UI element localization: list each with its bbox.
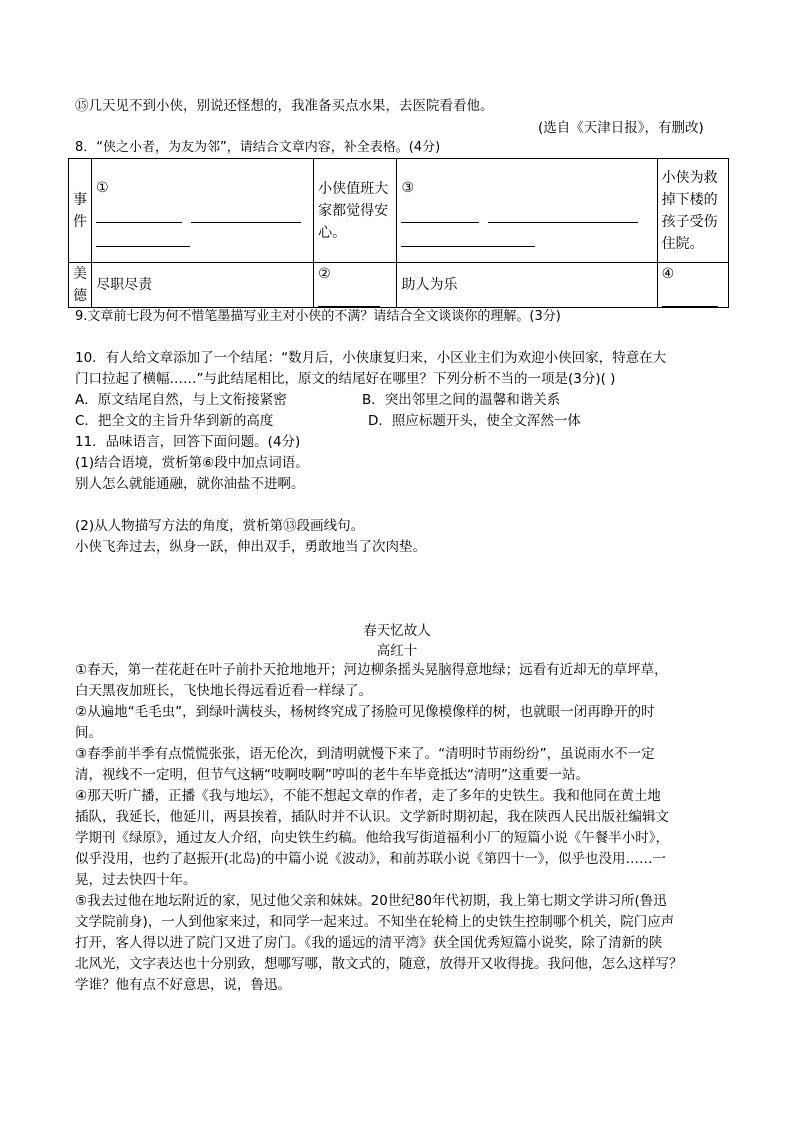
text-line: 学期刊《绿原》，通过友人介绍，向史铁生约稿。他给我写街道福利小厂的短篇小说《午餐半小时》， [75,830,669,846]
question-9: 9.文章前七段为何不惜笔墨描写业主对小侠的不满？请结合全文谈谈你的理解。(3分) [75,309,561,324]
article-author: 高红十 [376,643,418,659]
text-line: ④那天听广播，正播《我与地坛》，不能不想起文章的作者，走了多年的史铁生。我和他同在黄土地 [75,788,661,804]
article-title: 春天忆故人 [363,623,431,639]
text-line: 白天黑夜加班长，飞快地长得远看近看一样绿了。 [75,683,372,699]
answer-blank-3b[interactable] [488,206,638,223]
mark-1: ① [96,180,109,196]
mark-2: ② [318,266,331,282]
text-line: ③春季前半季有点慌慌张张，语无伦次，到清明就慢下来了。“清明时节雨纷纷”，虽说雨水不一定 [75,746,655,762]
article-paragraph-5 [75,891,735,996]
cell-event-3 [397,159,657,263]
text-line: 晃，过去快四十年。 [75,872,197,888]
answer-blank-1b[interactable] [191,206,301,223]
question-11-prompt: 11．品味语言，回答下面问题。(4分) [75,434,301,450]
cell-virtue-4 [657,263,728,308]
option-d: D．照应标题开头，使全文浑然一体 [368,413,581,429]
mark-4: ④ [661,266,675,282]
cell-virtue-1: 尽职尽责 [92,263,314,308]
article-paragraph-3 [75,744,735,786]
question-11-sub-2: (2)从人物描写方法的角度，赏析第⑬段画线句。 [75,518,365,534]
question-10-line-2: 门口拉起了横幅……”与此结尾相比，原文的结尾好在哪里？下列分析不当的一项是(3分)( ) [75,371,616,387]
article-paragraph-2 [75,702,735,744]
text-line: 学谁？他有点不好意思，说，鲁迅。 [75,977,291,993]
text-line: ⑤我去过他在地坛附近的家，见过他父亲和妹妹。20世纪80年代初期，我上第七期文学讲习所(鲁迅 [75,893,667,909]
answer-blank-4[interactable] [662,290,718,307]
cell-event-4: 小侠为救掉下楼的孩子受伤住院。 [657,159,728,263]
cell-event-2: 小侠值班大家都觉得安心。 [314,159,397,263]
paragraph-15: ⑮几天见不到小侠，别说还怪想的，我准备买点水果，去医院看看他。 [75,98,494,114]
question-10-line-1: 10．有人给文章添加了一个结尾：“数月后，小侠康复归来，小区业主们为欢迎小侠回家，特意在大 [75,350,667,366]
source-citation: (选自《天津日报》，有删改) [538,120,704,136]
text-line: ②从遍地“毛毛虫”，到绿叶满枝头，杨树终究成了扬脸可见像模像样的树，也就眼一闭再睁开的时 [75,704,655,720]
cell-virtue-2 [314,263,397,308]
text-line: 插队，我延长，他延川，两县挨着，插队时并不认识。文学新时期初起，我在陕西人民出版社编辑文 [75,809,669,825]
question-11-sub-1: (1)结合语境，赏析第⑥段中加点词语。 [75,455,309,471]
option-c: C．把全文的主旨升华到新的高度 [75,413,274,429]
text-line: ①春天，第一茬花赶在叶子前扑天抢地地开；河边柳条摇头晃脑得意地绿；远看有近却无的草坪草， [75,662,668,678]
answer-blank-1a[interactable] [96,206,182,223]
mark-3: ③ [401,180,415,196]
answer-blank-3c[interactable] [401,230,535,247]
cell-virtue-3: 助人为乐 [397,263,657,308]
article-paragraph-1 [75,660,735,702]
option-a: A．原文结尾自然，与上文衔接紧密 [75,392,287,408]
article-paragraph-4 [75,786,735,891]
answer-blank-2[interactable] [318,290,380,307]
text-line: 似乎没用，也约了赵振开(北岛)的中篇小说《波动》，和前苏联小说《第四十一》，似乎也没用……一 [75,851,667,867]
option-b: B．突出邻里之间的温馨和谐关系 [362,392,561,408]
answer-blank-1c[interactable] [96,230,190,247]
row-header-events: 事件 [69,159,92,263]
answer-blank-3a[interactable] [401,206,479,223]
text-line: 打开，客人得以进了院门又进了房门。《我的遥远的清平湾》获全国优秀短篇小说奖，除了清新的陕 [75,935,663,951]
cell-event-1 [92,159,314,263]
question-11-sub-2-text: 小侠飞奔过去，纵身一跃，伸出双手，勇敢地当了次肉垫。 [75,539,426,555]
text-line: 北风光，文字表达也十分别致，想哪写哪，散文式的，随意，放得开又收得拢。我问他，怎么这样写？ [75,956,683,972]
text-line: 间。 [75,725,102,741]
question-11-sub-1-text: 别人怎么就能通融，就你油盐不进啊。 [75,476,305,492]
text-line: 清，视线不一定明，但节气这辆“吱啊吱啊”哼叫的老牛车毕竟抵达“清明”这重要一站。 [75,767,589,783]
row-header-virtues: 美德 [69,263,92,308]
question-8-prompt: 8．“侠之小者，为友为邻”，请结合文章内容，补全表格。(4分) [75,140,441,155]
text-line: 文学院前身)，一人到他家来过，和同学一起来过。不知坐在轮椅上的史铁生控制哪个机关，院门应声 [75,914,675,930]
virtue-table [68,158,729,308]
